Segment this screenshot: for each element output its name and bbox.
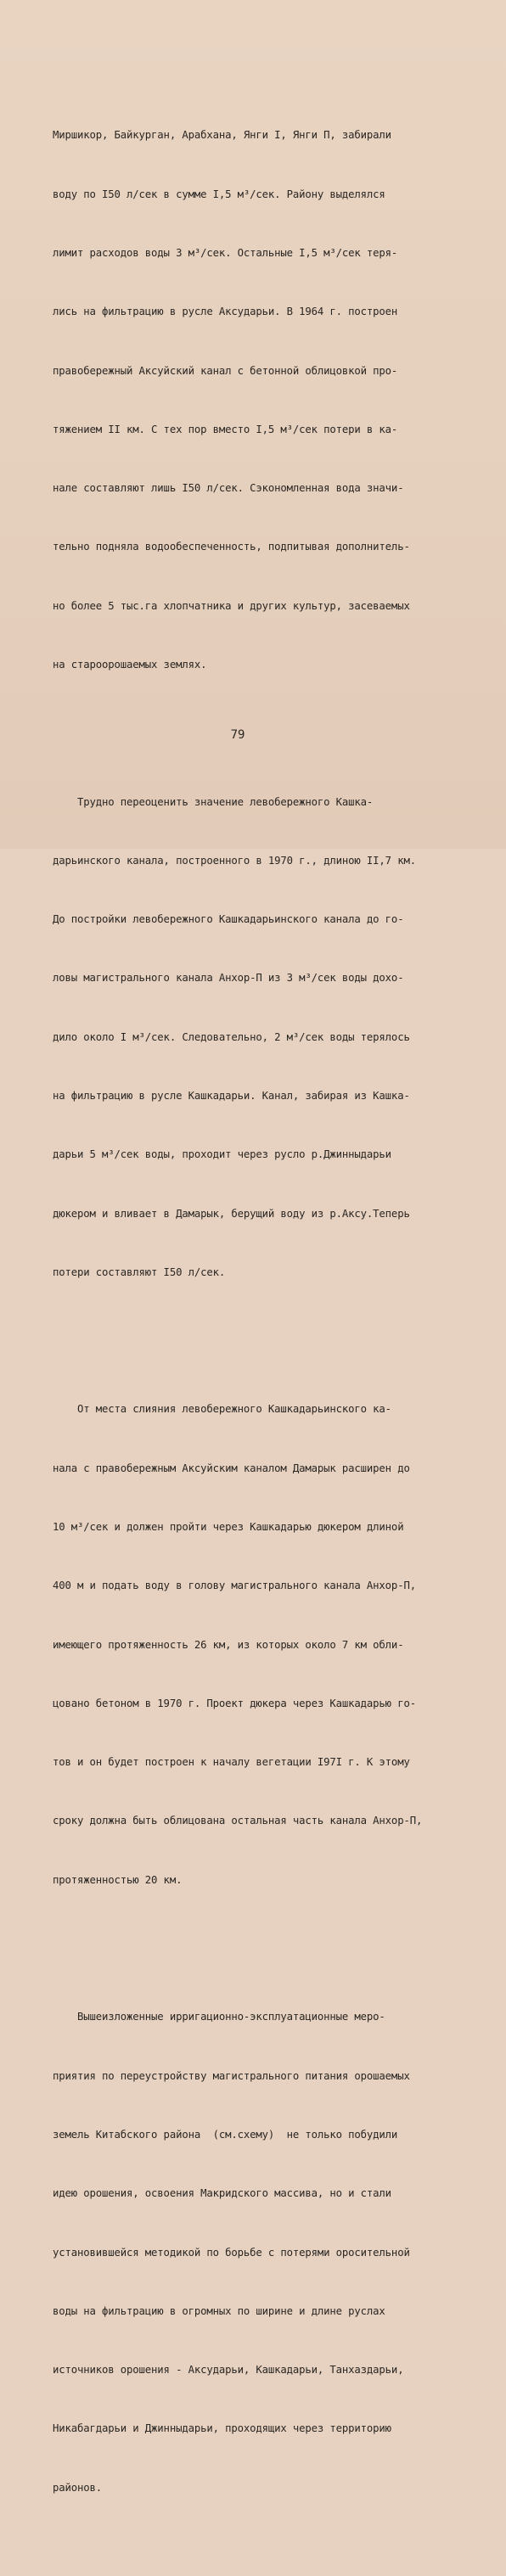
text-line: нала с правобережным Аксуйским каналом Дамарык расширен до: [53, 1462, 410, 1474]
page-number: 79: [230, 728, 245, 742]
text-line: дило около I м³/сек. Следовательно, 2 м³/сек воды терялось: [53, 1030, 410, 1043]
text-line: районов.: [53, 2481, 103, 2494]
text-line: Трудно переоценить значение левобережного Кашка-: [53, 795, 374, 808]
text-line: но более 5 тыс.га хлопчатника и других культур, засеваемых: [53, 599, 410, 612]
text-line: на фильтрацию в русле Кашкадарьи. Канал, забирая из Кашка-: [53, 1089, 410, 1102]
text-line: протяженностью 20 км.: [53, 1873, 183, 1886]
text-line: тельно подняла водообеспеченность, подпитывая дополнитель-: [53, 541, 410, 553]
paragraph-3: [53, 1361, 458, 1929]
text-line: дарьи 5 м³/сек воды, проходит через русло р.Джинныдарьи: [53, 1148, 391, 1161]
text-line: 400 м и подать воду в голову магистрального канала Анхор-П,: [53, 1580, 416, 1592]
text-line: дюкером и вливает в Дамарык, берущий воду из р.Аксу.Теперь: [53, 1207, 410, 1220]
text-line: лись на фильтрацию в русле Аксударьи. В 1964 г. построен: [53, 306, 398, 318]
text-line: цовано бетоном в 1970 г. Проект дюкера через Кашкадарью го-: [53, 1697, 416, 1709]
text-line: тяжением II км. С тех пор вместо I,5 м³/сек потери в ка-: [53, 423, 398, 435]
text-line: нале составляют лишь I50 л/сек. Сэкономленная вода значи-: [53, 482, 404, 495]
text-line: идею орошения, освоения Макридского массива, но и стали: [53, 2187, 391, 2200]
text-line: Вышеизложенные ирригационно-эксплуатационные меро-: [53, 2011, 385, 2023]
text-line: установившейся методикой по борьбе с потерями оросительной: [53, 2246, 410, 2259]
text-line: на староорошаемых землях.: [53, 658, 207, 671]
text-line: До постройки левобережного Кашкадарьинского канала до го-: [53, 913, 404, 926]
text-line: воду по I50 л/сек в сумме I,5 м³/сек. Району выделялся: [53, 188, 385, 200]
text-line: ловы магистрального канала Анхор-П из 3 м³/сек воды дохо-: [53, 972, 404, 985]
text-line: 10 м³/сек и должен пройти через Кашкадарью дюкером длиной: [53, 1521, 404, 1534]
text-line: тов и он будет построен к началу вегетации I97I г. К этому: [53, 1756, 410, 1769]
paragraph-2: [53, 753, 458, 1322]
document-body: [53, 48, 458, 2576]
text-line: имеющего протяженность 26 км, из которых около 7 км обли-: [53, 1638, 404, 1651]
text-line: дарьинского канала, построенного в 1970 г., длиною II,7 км.: [53, 854, 416, 867]
text-line: земель Китабского района (см.схему) не только побудили: [53, 2128, 398, 2141]
text-line: От места слияния левобережного Кашкадарьинского ка-: [53, 1403, 391, 1416]
text-line: приятия по переустройству магистрального питания орошаемых: [53, 2069, 410, 2082]
text-line: правобережный Аксуйский канал с бетонной облицовкой про-: [53, 364, 398, 377]
text-line: сроку должна быть облицована остальная часть канала Анхор-П,: [53, 1815, 423, 1827]
text-line: Никабагдарьи и Джинныдарьи, проходящих через территорию: [53, 2422, 391, 2435]
text-line: источников орошения - Аксударьи, Кашкадарьи, Танхаздарьи,: [53, 2364, 404, 2377]
text-line: воды на фильтрацию в огромных по ширине и длине руслах: [53, 2304, 385, 2317]
text-line: потери составляют I50 л/сек.: [53, 1266, 226, 1278]
text-line: Миршикор, Байкурган, Арабхана, Янги I, Янги П, забирали: [53, 129, 391, 142]
paragraph-1: [53, 87, 458, 714]
text-line: лимит расходов воды 3 м³/сек. Остальные I,5 м³/сек теря-: [53, 246, 398, 259]
paragraph-4: [53, 1968, 458, 2537]
